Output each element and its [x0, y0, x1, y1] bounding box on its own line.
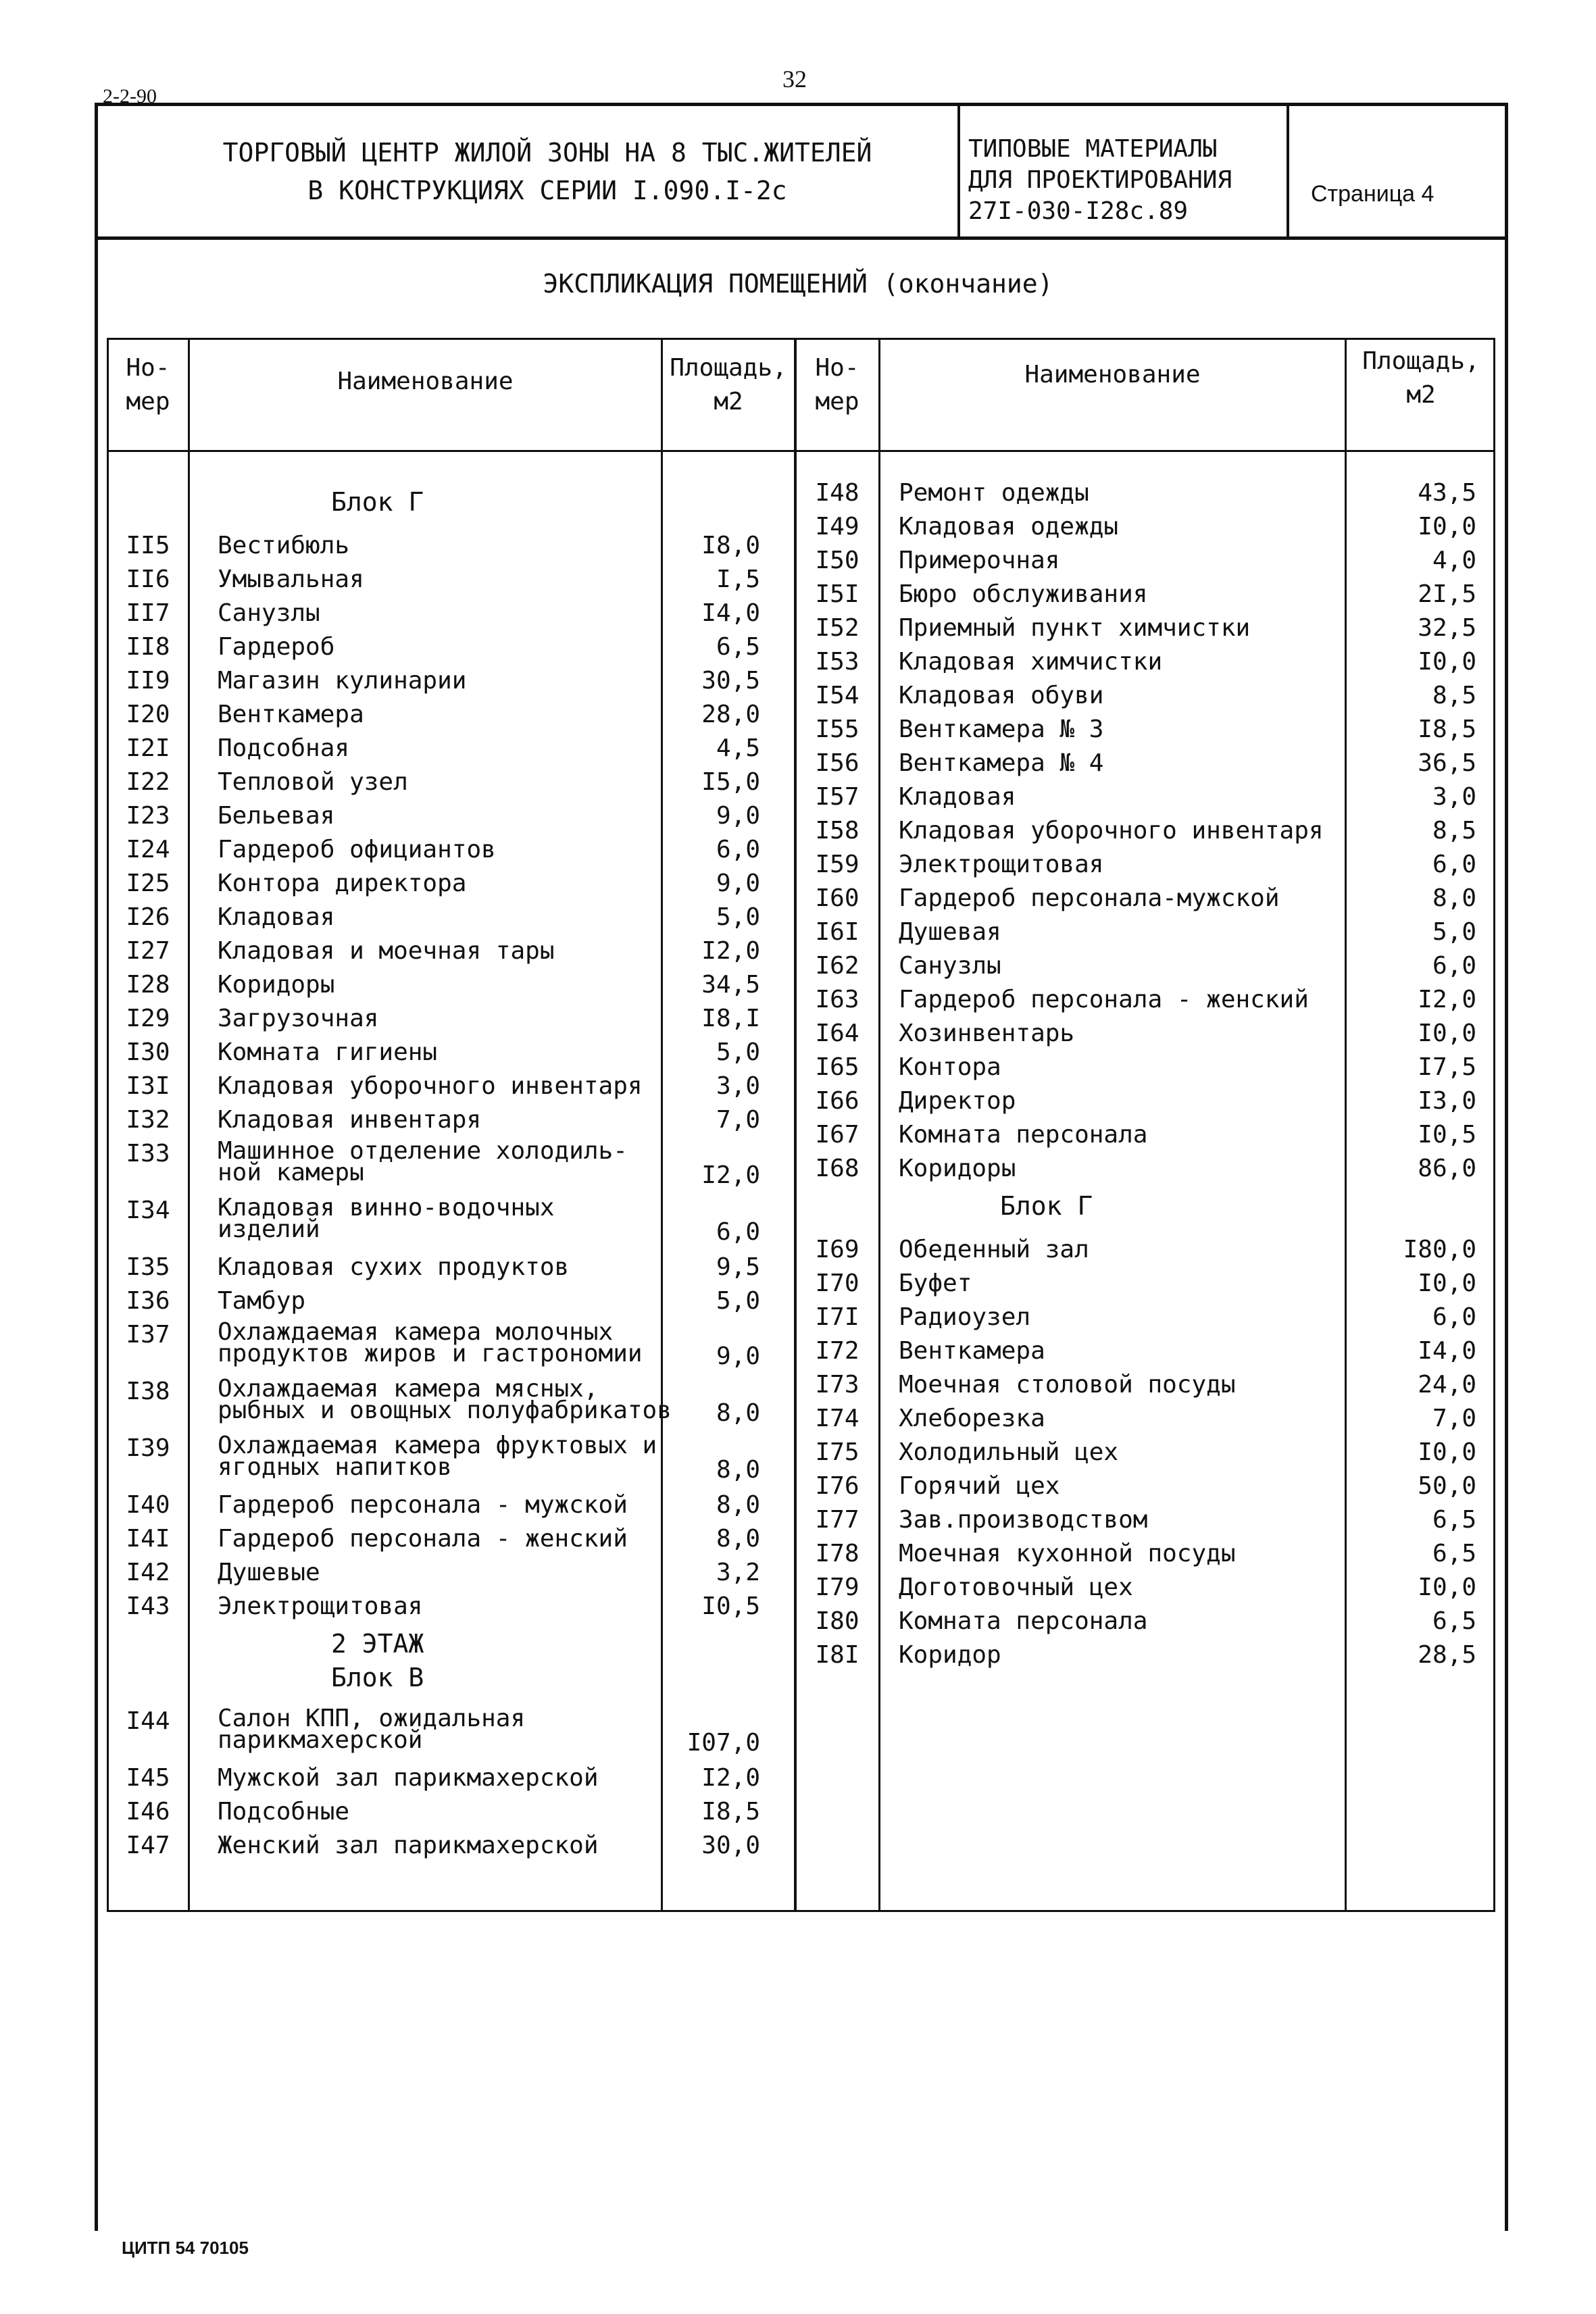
room-area: I8,0 [701, 532, 760, 559]
room-name: Приемный пункт химчистки [899, 614, 1251, 642]
room-number: I25 [126, 870, 170, 897]
room-area: 50,0 [1418, 1472, 1476, 1500]
room-number: I27 [126, 937, 170, 965]
room-area: I0,0 [1418, 1269, 1476, 1297]
room-number: I34 [126, 1197, 170, 1224]
room-number: I58 [815, 817, 859, 845]
room-area: 9,0 [716, 802, 760, 830]
room-area: 32,5 [1418, 614, 1476, 642]
header-area-line: Площадь, [670, 354, 787, 382]
room-number: I35 [126, 1253, 170, 1281]
room-number: I39 [126, 1434, 170, 1462]
room-number: II7 [126, 599, 170, 627]
room-number: I68 [815, 1155, 859, 1182]
room-number: I42 [126, 1559, 170, 1586]
room-area: I2,0 [1418, 986, 1476, 1013]
room-number: II6 [126, 565, 170, 593]
room-area: I5,0 [701, 768, 760, 796]
room-number: I5I [815, 580, 859, 608]
room-name: Кладовая сухих продуктов [218, 1253, 570, 1281]
room-name: Радиоузел [899, 1303, 1031, 1331]
room-name: Кладовая обуви [899, 682, 1104, 709]
room-number: I28 [126, 971, 170, 999]
room-area: 28,0 [701, 701, 760, 728]
room-number: I44 [126, 1707, 170, 1735]
room-area: 5,0 [1432, 918, 1476, 946]
header-number [796, 351, 878, 419]
room-number: I70 [815, 1269, 859, 1297]
room-name: Душевые [218, 1559, 320, 1586]
page-number: 32 [782, 66, 807, 93]
room-area: I2,0 [701, 937, 760, 965]
room-name: Магазин кулинарии [218, 667, 467, 695]
room-area: 3,0 [1432, 783, 1476, 811]
materials-line: ТИПОВЫЕ МАТЕРИАЛЫ [968, 135, 1218, 163]
room-area: 8,0 [716, 1525, 760, 1553]
room-area: I8,I [701, 1005, 760, 1032]
room-name: Кладовая химчистки [899, 648, 1163, 676]
room-area: I,5 [716, 565, 760, 593]
room-area: I0,5 [701, 1592, 760, 1620]
room-name: Электрощитовая [899, 851, 1104, 878]
room-area: 9,5 [716, 1253, 760, 1281]
room-name: Электрощитовая [218, 1592, 423, 1620]
room-number: I33 [126, 1140, 170, 1167]
room-name: Кладовая одежды [899, 513, 1119, 540]
header-area [1347, 345, 1495, 412]
room-area: 8,0 [716, 1456, 760, 1484]
table-column-divider [1345, 338, 1347, 1912]
room-area: 2I,5 [1418, 580, 1476, 608]
room-number: I72 [815, 1337, 859, 1365]
document-code: 2-2-90 [103, 85, 157, 107]
room-number: I6I [815, 918, 859, 946]
table-caption: ЭКСПЛИКАЦИЯ ПОМЕЩЕНИЙ (окончание) [543, 269, 1053, 299]
room-name: Моечная столовой посуды [899, 1371, 1236, 1399]
room-name: Санузлы [218, 599, 320, 627]
room-name: Комната гигиены [218, 1038, 438, 1066]
room-area: 7,0 [716, 1106, 760, 1134]
room-name: Комната персонала [899, 1607, 1148, 1635]
room-name: Холодильный цех [899, 1438, 1119, 1466]
room-name: Охлаждаемая камера молочных продуктов жиров и гастрономии [218, 1318, 643, 1367]
room-number: I62 [815, 952, 859, 980]
room-number: I40 [126, 1491, 170, 1519]
room-area: 8,0 [716, 1491, 760, 1519]
room-name: Венткамера № 3 [899, 715, 1104, 743]
room-number: I26 [126, 903, 170, 931]
header-area [663, 351, 794, 419]
room-name: Буфет [899, 1269, 972, 1297]
room-number: I79 [815, 1574, 859, 1601]
room-area: 30,5 [701, 667, 760, 695]
room-number: I78 [815, 1540, 859, 1567]
materials-block [968, 134, 1232, 227]
room-name: Гардероб персонала - женский [899, 986, 1309, 1013]
header-number [108, 351, 188, 419]
room-area: I0,0 [1418, 1020, 1476, 1047]
room-name: Моечная кухонной посуды [899, 1540, 1236, 1567]
room-number: I69 [815, 1236, 859, 1263]
room-number: II9 [126, 667, 170, 695]
room-area: 4,0 [1432, 547, 1476, 574]
room-number: I55 [815, 715, 859, 743]
room-name: Санузлы [899, 952, 1001, 980]
room-number: I49 [815, 513, 859, 540]
room-area: I8,5 [1418, 715, 1476, 743]
room-number: I45 [126, 1764, 170, 1792]
block-heading: Блок Г [1000, 1191, 1093, 1221]
room-name: Умывальная [218, 565, 364, 593]
room-area: 36,5 [1418, 749, 1476, 777]
room-number: I56 [815, 749, 859, 777]
room-number: I66 [815, 1087, 859, 1115]
room-area: I0,0 [1418, 648, 1476, 676]
room-name: Тепловой узел [218, 768, 408, 796]
room-number: II5 [126, 532, 170, 559]
room-area: 6,5 [1432, 1506, 1476, 1534]
room-name: Кладовая [218, 903, 335, 931]
room-number: I24 [126, 836, 170, 863]
room-name: Венткамера [899, 1337, 1045, 1365]
room-area: I3,0 [1418, 1087, 1476, 1115]
room-name: Контора [899, 1053, 1001, 1081]
room-number: I77 [815, 1506, 859, 1534]
room-name: Женский зал парикмахерской [218, 1832, 599, 1859]
header-name: Наименование [337, 368, 514, 395]
room-name: Хлеборезка [899, 1405, 1045, 1432]
room-number: I74 [815, 1405, 859, 1432]
table-column-divider [878, 338, 880, 1912]
block-heading: 2 ЭТАЖ Блок В [331, 1629, 424, 1692]
room-area: 6,5 [716, 633, 760, 661]
room-area: 3,2 [716, 1559, 760, 1586]
room-area: I4,0 [701, 599, 760, 627]
room-name: Кладовая уборочного инвентаря [218, 1072, 643, 1100]
room-number: I57 [815, 783, 859, 811]
room-number: I30 [126, 1038, 170, 1066]
room-name: Душевая [899, 918, 1001, 946]
room-number: I32 [126, 1106, 170, 1134]
room-name: Доготовочный цех [899, 1574, 1133, 1601]
header-separator [957, 103, 960, 238]
room-number: I54 [815, 682, 859, 709]
room-name: Мужской зал парикмахерской [218, 1764, 599, 1792]
room-area: I07,0 [687, 1729, 760, 1757]
header-number-line: Но- [126, 354, 170, 382]
room-number: I75 [815, 1438, 859, 1466]
room-number: I43 [126, 1592, 170, 1620]
room-name: Примерочная [899, 547, 1060, 574]
room-area: 5,0 [716, 1038, 760, 1066]
room-area: 86,0 [1418, 1155, 1476, 1182]
room-name: Гардероб персонала - женский [218, 1525, 628, 1553]
page-label: Страница 4 [1311, 181, 1435, 207]
materials-line: ДЛЯ ПРОЕКТИРОВАНИЯ [968, 166, 1232, 194]
room-area: 6,0 [1432, 851, 1476, 878]
room-area: 8,0 [716, 1399, 760, 1427]
title-line: ТОРГОВЫЙ ЦЕНТР ЖИЛОЙ ЗОНЫ НА 8 ТЫС.ЖИТЕЛЕЙ [222, 138, 872, 168]
room-name: Обеденный зал [899, 1236, 1089, 1263]
materials-code: 27I-030-I28с.89 [968, 197, 1189, 225]
room-name: Кладовая уборочного инвентаря [899, 817, 1324, 845]
room-area: 5,0 [716, 1287, 760, 1315]
room-number: I63 [815, 986, 859, 1013]
header-name: Наименование [1024, 361, 1201, 388]
room-name: Машинное отделение холодиль- ной камеры [218, 1137, 628, 1186]
room-number: I52 [815, 614, 859, 642]
room-area: 5,0 [716, 903, 760, 931]
room-number: I7I [815, 1303, 859, 1331]
room-name: Венткамера № 4 [899, 749, 1104, 777]
room-number: I80 [815, 1607, 859, 1635]
room-name: Горячий цех [899, 1472, 1060, 1500]
room-number: I50 [815, 547, 859, 574]
room-number: I47 [126, 1832, 170, 1859]
room-name: Зав.производством [899, 1506, 1148, 1534]
room-name: Кладовая винно-водочных изделий [218, 1194, 555, 1243]
room-name: Охлаждаемая камера мясных, рыбных и овощных полуфабрикатов [218, 1375, 672, 1424]
header-number-line: мер [815, 388, 859, 416]
room-name: Комната персонала [899, 1121, 1148, 1149]
header-separator [1287, 103, 1289, 238]
room-number: I59 [815, 851, 859, 878]
room-name: Коридор [899, 1641, 1001, 1669]
header-area-line: Площадь, [1362, 347, 1480, 375]
room-number: I64 [815, 1020, 859, 1047]
room-area: 8,5 [1432, 682, 1476, 709]
room-number: I48 [815, 479, 859, 507]
room-area: 7,0 [1432, 1405, 1476, 1432]
room-name: Тамбур [218, 1287, 306, 1315]
room-name: Подсобные [218, 1798, 350, 1826]
room-area: 6,0 [716, 836, 760, 863]
room-number: I2I [126, 734, 170, 762]
room-name: Кладовая инвентаря [218, 1106, 482, 1134]
table-column-divider [661, 338, 663, 1912]
room-number: I76 [815, 1472, 859, 1500]
header-area-line: м2 [1406, 381, 1436, 409]
header-number-line: мер [126, 388, 170, 416]
room-name: Гардероб персонала - мужской [218, 1491, 628, 1519]
room-name: Коридоры [899, 1155, 1016, 1182]
room-number: I46 [126, 1798, 170, 1826]
header-number-line: Но- [815, 354, 859, 382]
room-number: I38 [126, 1378, 170, 1405]
room-area: I0,0 [1418, 1438, 1476, 1466]
room-area: 9,0 [716, 1342, 760, 1370]
room-name: Гардероб персонала-мужской [899, 884, 1280, 912]
room-number: I37 [126, 1321, 170, 1349]
room-number: I53 [815, 648, 859, 676]
room-area: 3,0 [716, 1072, 760, 1100]
room-area: 34,5 [701, 971, 760, 999]
room-area: I4,0 [1418, 1337, 1476, 1365]
print-stamp: ЦИТП 54 70105 [122, 2238, 249, 2258]
room-name: Коридоры [218, 971, 335, 999]
room-area: 6,5 [1432, 1540, 1476, 1567]
room-number: I67 [815, 1121, 859, 1149]
room-name: Бюро обслуживания [899, 580, 1148, 608]
room-name: Салон КПП, ожидальная парикмахерской [218, 1705, 526, 1754]
room-name: Бельевая [218, 802, 335, 830]
room-area: 24,0 [1418, 1371, 1476, 1399]
room-area: 43,5 [1418, 479, 1476, 507]
room-number: I3I [126, 1072, 170, 1100]
room-area: I0,5 [1418, 1121, 1476, 1149]
room-area: 6,0 [716, 1218, 760, 1246]
room-number: I4I [126, 1525, 170, 1553]
room-area: 6,5 [1432, 1607, 1476, 1635]
title-line: В КОНСТРУКЦИЯХ СЕРИИ I.090.I-2с [307, 176, 787, 205]
room-number: I8I [815, 1641, 859, 1669]
room-area: 8,0 [1432, 884, 1476, 912]
room-area: I0,0 [1418, 1574, 1476, 1601]
room-number: I65 [815, 1053, 859, 1081]
room-area: I8,5 [701, 1798, 760, 1826]
room-area: 8,5 [1432, 817, 1476, 845]
room-number: I22 [126, 768, 170, 796]
room-area: 6,0 [1432, 952, 1476, 980]
room-name: Венткамера [218, 701, 364, 728]
table-column-divider [188, 338, 190, 1912]
room-name: Хозинвентарь [899, 1020, 1075, 1047]
room-area: I7,5 [1418, 1053, 1476, 1081]
room-name: Ремонт одежды [899, 479, 1089, 507]
room-name: Контора директора [218, 870, 467, 897]
room-number: I73 [815, 1371, 859, 1399]
header-area-line: м2 [714, 388, 743, 416]
room-name: Директор [899, 1087, 1016, 1115]
room-name: Охлаждаемая камера фруктовых и ягодных напитков [218, 1432, 657, 1481]
room-area: I0,0 [1418, 513, 1476, 540]
room-name: Гардероб [218, 633, 335, 661]
room-number: II8 [126, 633, 170, 661]
room-area: 6,0 [1432, 1303, 1476, 1331]
room-area: I2,0 [701, 1764, 760, 1792]
document-title [169, 134, 926, 209]
room-number: I23 [126, 802, 170, 830]
room-area: I2,0 [701, 1161, 760, 1189]
room-name: Подсобная [218, 734, 350, 762]
room-number: I60 [815, 884, 859, 912]
table-header-divider [107, 450, 1495, 452]
room-number: I20 [126, 701, 170, 728]
room-name: Вестибюль [218, 532, 350, 559]
room-area: 9,0 [716, 870, 760, 897]
room-name: Кладовая и моечная тары [218, 937, 555, 965]
room-name: Гардероб официантов [218, 836, 496, 863]
room-number: I36 [126, 1287, 170, 1315]
room-area: 28,5 [1418, 1641, 1476, 1669]
room-name: Кладовая [899, 783, 1016, 811]
room-number: I29 [126, 1005, 170, 1032]
header-divider [95, 236, 1508, 240]
room-area: I80,0 [1403, 1236, 1476, 1263]
block-heading: Блок Г [331, 487, 424, 517]
room-area: 4,5 [716, 734, 760, 762]
room-area: 30,0 [701, 1832, 760, 1859]
room-name: Загрузочная [218, 1005, 379, 1032]
